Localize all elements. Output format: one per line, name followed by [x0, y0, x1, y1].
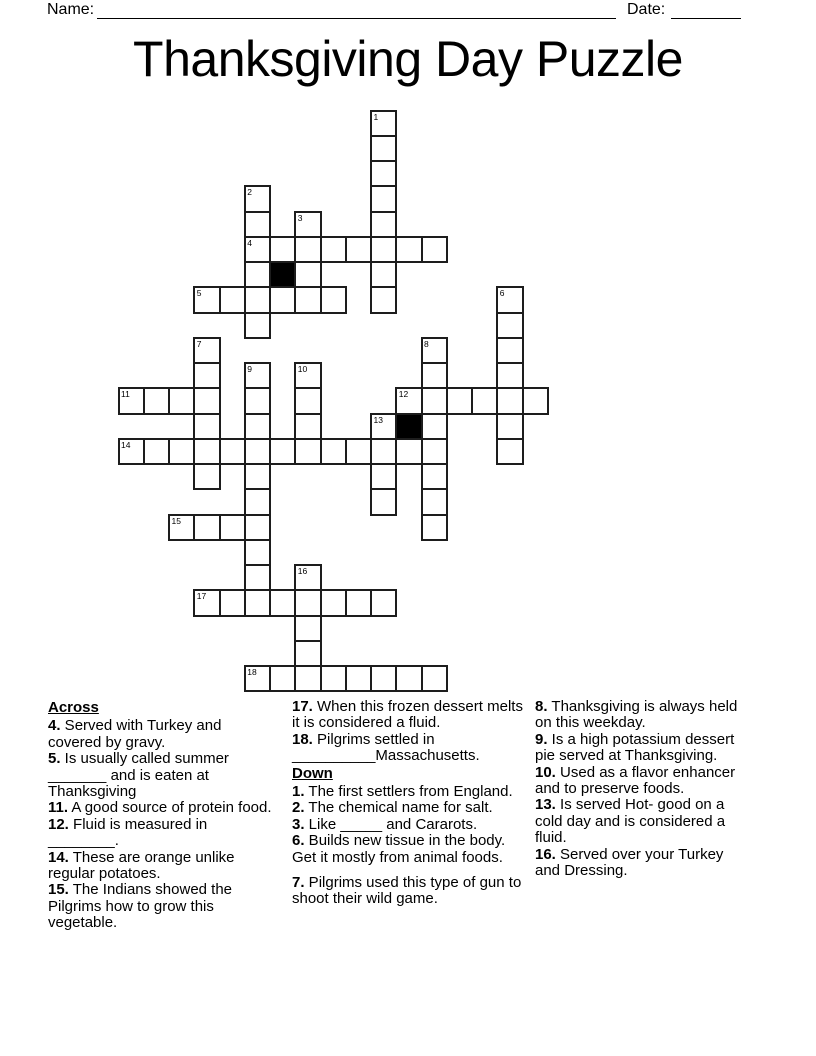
clue-item: 17. When this frozen dessert melts it is considered a fluid. [292, 698, 523, 732]
grid-cell [244, 261, 271, 288]
grid-cell [370, 185, 397, 212]
grid-cell [496, 438, 523, 465]
clues-column-down [535, 699, 750, 879]
grid-cell [244, 589, 271, 616]
grid-cell [370, 211, 397, 238]
grid-cell [421, 387, 448, 414]
grid-cell [496, 413, 523, 440]
grid-cell [370, 135, 397, 162]
grid-cell [143, 387, 170, 414]
cell-number: 5 [196, 288, 202, 299]
grid-cell [294, 236, 321, 263]
clue-item: 15. The Indians showed the Pilgrims how to grow this vegetable. [48, 881, 233, 932]
grid-cell [244, 564, 271, 591]
grid-cell [496, 312, 523, 339]
clue-number: 14. [48, 848, 69, 866]
grid-cell [370, 665, 397, 692]
clue-item: 3. Like _____ and Cararots. [292, 815, 478, 833]
grid-cell [395, 438, 422, 465]
clue-item: 18. Pilgrims settled in __________Massachusetts. [292, 730, 480, 765]
cell-number: 12 [398, 389, 409, 400]
clue-item: 7. Pilgrims used this type of gun to shoot their wild game. [292, 874, 522, 908]
clue-item: 12. Fluid is measured in ________. [48, 815, 208, 850]
grid-black-cell [269, 261, 296, 288]
grid-cell [421, 665, 448, 692]
date-label: Date: [627, 1, 666, 18]
clues-column-across [48, 699, 273, 932]
grid-cell [244, 514, 271, 541]
grid-cell [294, 362, 321, 389]
grid-cell [370, 589, 397, 616]
cell-number: 15 [171, 515, 181, 526]
grid-cell [421, 413, 448, 440]
grid-cell [244, 211, 271, 238]
grid-cell [193, 362, 220, 389]
down-header: Down [292, 764, 333, 782]
grid-cell [168, 387, 195, 414]
grid-cell [370, 463, 397, 490]
grid-cell [269, 236, 296, 263]
grid-cell [370, 160, 397, 187]
grid-cell [193, 589, 220, 616]
cell-number: 10 [297, 364, 308, 374]
grid-cell [370, 488, 397, 515]
grid-cell [496, 362, 523, 389]
cell-number: 17 [196, 591, 207, 602]
grid-cell [421, 337, 448, 364]
grid-cell [496, 337, 523, 364]
grid-cell [219, 589, 246, 616]
grid-black-cell [395, 413, 422, 440]
grid-cell [168, 438, 195, 465]
grid-cell [244, 438, 271, 465]
clue-item: 11. A good source of protein food. [48, 799, 272, 817]
clue-number: 11. [48, 799, 69, 817]
grid-cell [244, 312, 271, 339]
grid-cell [294, 640, 321, 667]
grid-cell [294, 286, 321, 313]
grid-cell [193, 387, 220, 414]
grid-cell [471, 387, 498, 414]
clues-column-middle [292, 699, 532, 908]
grid-cell [118, 387, 145, 414]
grid-cell [294, 261, 321, 288]
grid-cell [244, 413, 271, 440]
clue-number: 1. [292, 783, 305, 801]
grid-cell [395, 236, 422, 263]
clue-item: 4. Served with Turkey and covered by gravy. [48, 717, 222, 751]
grid-cell [320, 438, 347, 465]
grid-cell [244, 236, 271, 263]
cell-number: 11 [121, 389, 130, 400]
clue-number: 18. [292, 730, 313, 748]
grid-cell [395, 665, 422, 692]
grid-cell [421, 438, 448, 465]
grid-cell [219, 514, 246, 541]
grid-cell [294, 413, 321, 440]
cell-number: 7 [196, 338, 202, 349]
cell-number: 8 [424, 338, 429, 349]
grid-cell [370, 438, 397, 465]
clue-item: 13. Is served Hot- good on a cold day and is considered a fluid. [535, 796, 726, 847]
clue-item: 6. Builds new tissue in the body. Get it mostly from animal foods. [292, 832, 506, 866]
grid-cell [496, 387, 523, 414]
grid-cell [193, 514, 220, 541]
grid-cell [193, 337, 220, 364]
clue-number: 8. [535, 698, 548, 715]
clue-number: 9. [535, 730, 548, 748]
clue-number: 3. [292, 815, 305, 833]
clue-number: 16. [535, 845, 556, 863]
clue-item: 9. Is a high potassium dessert pie served at Thanksgiving. [535, 730, 735, 765]
name-label: Name: [47, 1, 95, 18]
grid-cell [421, 236, 448, 263]
grid-cell [219, 438, 246, 465]
grid-cell [244, 362, 271, 389]
grid-cell [421, 514, 448, 541]
grid-cell [118, 438, 145, 465]
grid-cell [522, 387, 549, 414]
grid-cell [446, 387, 473, 414]
grid-cell [345, 589, 372, 616]
cell-number: 3 [297, 212, 303, 223]
grid-cell [370, 286, 397, 313]
grid-cell [193, 413, 220, 440]
clue-item: 16. Served over your Turkey and Dressing. [535, 845, 724, 880]
grid-cell [244, 488, 271, 515]
across-header: Across [48, 699, 99, 716]
grid-cell [269, 438, 296, 465]
clue-number: 10. [535, 763, 556, 781]
cell-number: 4 [247, 237, 252, 248]
grid-cell [294, 615, 321, 642]
clue-item: 8. Thanksgiving is always held on this weekday. [535, 698, 738, 732]
cell-number: 6 [499, 288, 505, 299]
grid-cell [244, 665, 271, 692]
grid-cell [370, 261, 397, 288]
grid-cell [143, 438, 170, 465]
grid-cell [294, 665, 321, 692]
clue-item: 5. Is usually called summer _______ and is eaten at Thanksgiving [48, 750, 229, 801]
grid-cell [168, 514, 195, 541]
grid-cell [345, 236, 372, 263]
grid-cell [320, 665, 347, 692]
cell-number: 14 [121, 439, 131, 450]
clue-number: 7. [292, 874, 305, 892]
clue-item: 1. The first settlers from England. [292, 783, 513, 801]
clue-item: 2. The chemical name for salt. [292, 799, 493, 817]
cell-number: 1 [373, 111, 379, 122]
grid-cell [244, 387, 271, 414]
grid-cell [294, 387, 321, 414]
grid-cell [193, 438, 220, 465]
grid-cell [345, 665, 372, 692]
grid-cell [320, 236, 347, 263]
clue-number: 6. [292, 832, 305, 850]
grid-cell [294, 589, 321, 616]
clue-item: 14. These are orange unlike regular potatoes. [48, 848, 235, 883]
clue-number: 5. [48, 750, 61, 768]
grid-cell [370, 413, 397, 440]
grid-cell [395, 387, 422, 414]
grid-cell [193, 463, 220, 490]
clue-number: 4. [48, 717, 61, 735]
grid-cell [244, 286, 271, 313]
grid-cell [370, 110, 397, 137]
grid-cell [370, 236, 397, 263]
clue-number: 17. [292, 698, 313, 715]
clue-number: 12. [48, 815, 69, 833]
grid-cell [244, 463, 271, 490]
grid-cell [294, 564, 321, 591]
grid-cell [294, 438, 321, 465]
cell-number: 18 [247, 667, 257, 677]
clue-number: 13. [535, 796, 556, 814]
cell-number: 9 [247, 364, 252, 374]
cell-number: 13 [373, 414, 383, 425]
grid-cell [219, 286, 246, 313]
clue-number: 2. [292, 799, 305, 817]
grid-cell [294, 211, 321, 238]
page-title: Thanksgiving Day Puzzle [133, 31, 683, 87]
grid-cell [269, 665, 296, 692]
grid-cell [496, 286, 523, 313]
cell-number: 2 [247, 187, 252, 198]
grid-cell [320, 286, 347, 313]
clue-number: 15. [48, 881, 69, 899]
grid-cell [244, 539, 271, 566]
grid-cell [421, 362, 448, 389]
grid-cell [193, 286, 220, 313]
clue-item: 10. Used as a flavor enhancer and to preserve foods. [535, 763, 736, 798]
grid-cell [269, 286, 296, 313]
grid-cell [269, 589, 296, 616]
grid-cell [421, 488, 448, 515]
cell-number: 16 [297, 566, 308, 576]
grid-cell [244, 185, 271, 212]
grid-cell [320, 589, 347, 616]
grid-cell [421, 463, 448, 490]
grid-cell [345, 438, 372, 465]
